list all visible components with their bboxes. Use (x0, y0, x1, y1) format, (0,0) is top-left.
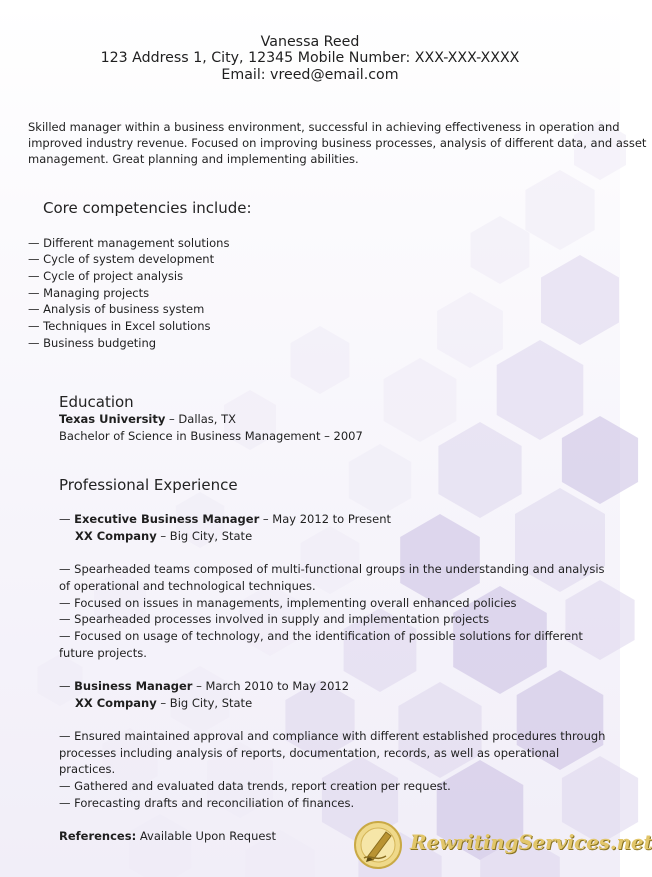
job-bullet: practices. (59, 762, 116, 776)
job-company-location: – Big City, State (156, 696, 253, 710)
watermark-text: RewritingServices.net (410, 830, 652, 854)
competency-item: — Business budgeting (28, 336, 157, 350)
job-dash: — (59, 679, 75, 693)
job-role: Executive Business Manager (74, 512, 260, 526)
references-value: Available Upon Request (136, 829, 276, 843)
competencies-title: Core competencies include: (43, 199, 252, 217)
job-heading (59, 678, 349, 695)
competency-item: — Techniques in Excel solutions (28, 319, 211, 333)
education-degree: Bachelor of Science in Business Management – 2007 (59, 429, 363, 443)
education-school-line (59, 411, 236, 428)
job-company: XX Company (75, 696, 157, 710)
job-bullet: — Ensured maintained approval and compliance with different established procedures through (59, 729, 606, 743)
pen-emblem-icon (352, 818, 408, 872)
watermark-logo (352, 818, 652, 872)
job-bullet: — Gathered and evaluated data trends, report creation per request. (59, 779, 451, 793)
competency-item: — Cycle of system development (28, 252, 215, 266)
job-company-line (75, 528, 252, 545)
job-bullet: processes including analysis of reports, documentation, records, as well as operational (59, 746, 560, 760)
school-location: – Dallas, TX (165, 412, 236, 426)
summary-line-3: management. Great planning and implementing abilities. (28, 152, 359, 166)
competency-item: — Managing projects (28, 286, 150, 300)
references-line (59, 828, 276, 845)
job-bullet: of operational and technological techniques. (59, 579, 316, 593)
job-bullet: future projects. (59, 646, 147, 660)
job-dates: – March 2010 to May 2012 (192, 679, 350, 693)
job-heading (59, 511, 391, 528)
email-line: Email: vreed@email.com (221, 67, 399, 83)
job-role: Business Manager (74, 679, 193, 693)
summary-line-1: Skilled manager within a business environment, successful in achieving effectiveness in operation and (28, 120, 620, 134)
job-company: XX Company (75, 529, 157, 543)
education-title: Education (59, 393, 134, 411)
job-dates: – May 2012 to Present (259, 512, 392, 526)
job-bullet: — Spearheaded processes involved in supply and implementation projects (59, 612, 490, 626)
job-bullet: — Forecasting drafts and reconciliation of finances. (59, 796, 355, 810)
competency-item: — Analysis of business system (28, 302, 205, 316)
address-line: 123 Address 1, City, 12345 Mobile Number: XXX-XXX-XXXX (100, 50, 520, 66)
school-name: Texas University (59, 412, 166, 426)
job-company-location: – Big City, State (156, 529, 253, 543)
job-bullet: — Focused on usage of technology, and the identification of possible solutions for different (59, 629, 583, 643)
job-dash: — (59, 512, 75, 526)
competency-item: — Different management solutions (28, 236, 230, 250)
references-label: References: (59, 829, 137, 843)
job-bullet: — Spearheaded teams composed of multi-functional groups in the understanding and analysis (59, 562, 605, 576)
job-company-line (75, 695, 252, 712)
job-bullet: — Focused on issues in managements, implementing overall enhanced policies (59, 596, 517, 610)
summary-line-2: improved industry revenue. Focused on improving business processes, analysis of different data, and asset (28, 136, 647, 150)
experience-title: Professional Experience (59, 476, 238, 494)
competency-item: — Cycle of project analysis (28, 269, 184, 283)
candidate-name: Vanessa Reed (260, 34, 360, 50)
